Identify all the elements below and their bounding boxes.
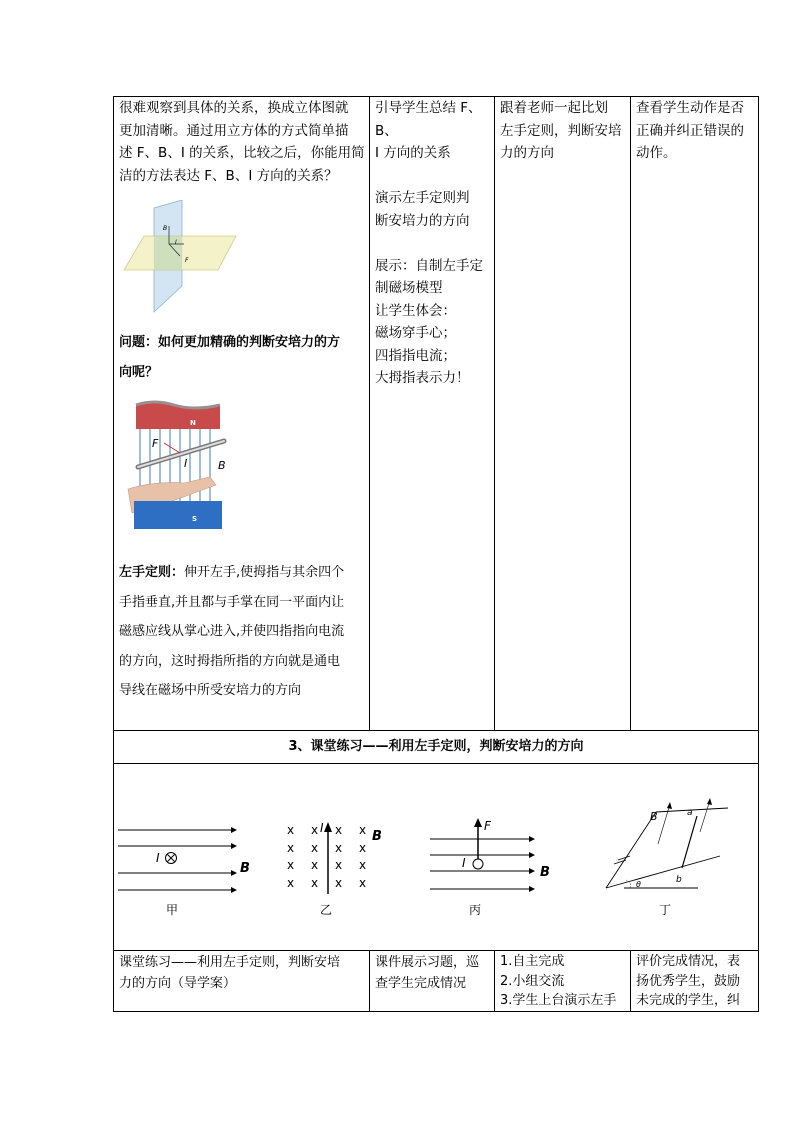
yi-x: x <box>359 823 367 837</box>
intro-line: 更加清晰。通过用立方体的方式简单描 <box>119 122 349 139</box>
table-border-left <box>113 96 114 1012</box>
col-divider-b1 <box>494 96 495 730</box>
bing-i-label: I <box>462 856 466 870</box>
student-line: 力的方向 <box>500 145 554 161</box>
yi-x: x <box>359 841 367 855</box>
caption-ding: 丁 <box>658 903 671 917</box>
student-line: 左手定则，判断安培 <box>500 122 622 139</box>
teacher-line: 展示：自制左手定 <box>375 257 483 274</box>
ding-a-label: a <box>687 808 693 818</box>
plane-diagram <box>120 200 240 315</box>
bottom-line: 1.自主完成 <box>500 954 565 969</box>
col-divider-a1 <box>369 96 370 730</box>
bottom-line: 2.小组交流 <box>500 973 565 989</box>
caption-bing: 丙 <box>468 903 481 917</box>
yi-i-label: I <box>320 821 324 835</box>
question-line: 问题：如何更加精确的判断安培力的方 <box>119 335 341 350</box>
magnet-b-label: B <box>218 459 226 472</box>
intro-line: 述 F、B、I 的关系，比较之后，你能用简 <box>119 145 365 161</box>
teacher-line: 大拇指表示力！ <box>375 370 470 386</box>
teacher-line: 演示左手定则判 <box>375 190 470 206</box>
jia-i-label: I <box>156 851 160 865</box>
bottom-content <box>119 952 369 994</box>
question-line: 向呢？ <box>119 365 159 380</box>
bottom-line: 课堂练习——利用左手定则，判断安培 <box>119 955 341 970</box>
ding-b-label: B <box>650 810 658 823</box>
col-divider-c2 <box>630 950 631 1011</box>
section-title: 3、课堂练习——利用左手定则，判断安培力的方向 <box>288 739 584 754</box>
intro-line: 很难观察到具体的关系，换成立体图就 <box>119 100 349 116</box>
intent-line: 动作。 <box>636 145 677 161</box>
yi-x: x <box>287 858 295 872</box>
bottom-line: 评价完成情况，表 <box>636 954 741 969</box>
teacher-line: 让学生体会： <box>375 302 456 319</box>
bottom-line: 未完成的学生，纠 <box>636 993 741 1008</box>
rule-label: 左手定则： <box>119 565 185 580</box>
teacher-line: I 方向的关系 <box>375 145 451 161</box>
jia-b-label: B <box>240 861 250 876</box>
yi-b-label: B <box>372 829 382 844</box>
col-divider-b2 <box>494 950 495 1011</box>
bing-f-label: F <box>484 819 491 833</box>
magnet-n-label: N <box>190 419 196 427</box>
yi-x: x <box>287 841 295 855</box>
bottom-student <box>500 952 628 1011</box>
col-divider-c1 <box>630 96 631 730</box>
yi-x: x <box>359 858 367 872</box>
bottom-intent <box>636 952 758 1011</box>
yi-x: x <box>359 876 367 890</box>
cube-label-b: B <box>163 225 168 232</box>
student-line: 跟着老师一起比划 <box>500 100 608 116</box>
bottom-line: 查学生完成情况 <box>375 976 467 991</box>
intent-line: 查看学生动作是否 <box>636 100 744 116</box>
left-hand-rule <box>119 558 369 706</box>
bottom-line: 课件展示习题，巡 <box>375 955 480 970</box>
intro-line: 洁的方法表达 F、B、I 方向的关系？ <box>119 167 338 184</box>
yi-x: x <box>311 841 319 855</box>
rule-line: 磁感应线从掌心进入,并使四指指向电流 <box>119 624 345 639</box>
col-divider-a2 <box>369 950 370 1011</box>
student-activity <box>500 97 628 165</box>
table-border-bottom <box>113 1011 759 1012</box>
teacher-line: 引导学生总结 F、B、 <box>375 100 482 139</box>
intro-text <box>119 97 369 187</box>
row-divider-3 <box>113 950 759 951</box>
yi-x: x <box>335 841 343 855</box>
yi-x: x <box>335 858 343 872</box>
ding-b2-label: b <box>676 875 682 885</box>
bottom-line: 扬优秀学生，鼓励 <box>636 973 741 989</box>
magnet-i-label: I <box>184 457 188 470</box>
question-text <box>119 328 369 388</box>
teacher-line: 制磁场模型 <box>375 280 443 296</box>
design-intent <box>636 97 758 165</box>
figure-bing <box>428 815 558 895</box>
ding-theta-label: θ <box>636 880 641 889</box>
yi-x: x <box>287 876 295 890</box>
figure-yi <box>283 818 388 898</box>
rule-line: 的方向，这时拇指所指的方向就是通电 <box>119 653 341 669</box>
cube-label-i: I <box>175 239 177 246</box>
teacher-line: 磁场穿手心； <box>375 325 456 341</box>
yi-x: x <box>311 823 319 837</box>
figure-ding <box>600 798 735 894</box>
rule-line: 伸开左手,使拇指与其余四个 <box>184 565 345 580</box>
rule-line: 导线在磁场中所受安培力的方向 <box>119 683 302 698</box>
rule-line: 手指垂直,并且都与手掌在同一平面内让 <box>119 594 345 610</box>
magnet-diagram <box>124 397 234 537</box>
yi-x: x <box>311 876 319 890</box>
teacher-activity <box>375 97 493 390</box>
teacher-line: 四指指电流； <box>375 347 456 364</box>
magnet-s-label: S <box>192 515 198 523</box>
bottom-teacher <box>375 952 493 994</box>
caption-jia: 甲 <box>165 903 178 917</box>
caption-yi: 乙 <box>319 903 332 917</box>
bottom-line: 3.学生上台演示左手 <box>500 993 617 1008</box>
yi-x: x <box>335 823 343 837</box>
cube-label-f: F <box>185 257 189 264</box>
table-border-right <box>758 96 759 1012</box>
row-divider-2 <box>113 763 759 764</box>
bottom-line: 力的方向（导学案） <box>119 976 237 991</box>
yi-x: x <box>335 876 343 890</box>
magnet-f-label: F <box>152 437 159 450</box>
yi-x: x <box>311 858 319 872</box>
yi-x: x <box>287 823 295 837</box>
intent-line: 正确并纠正错误的 <box>636 122 744 139</box>
bing-b-label: B <box>540 865 550 880</box>
teacher-line: 断安培力的方向 <box>375 212 470 229</box>
figure-jia <box>118 820 258 900</box>
